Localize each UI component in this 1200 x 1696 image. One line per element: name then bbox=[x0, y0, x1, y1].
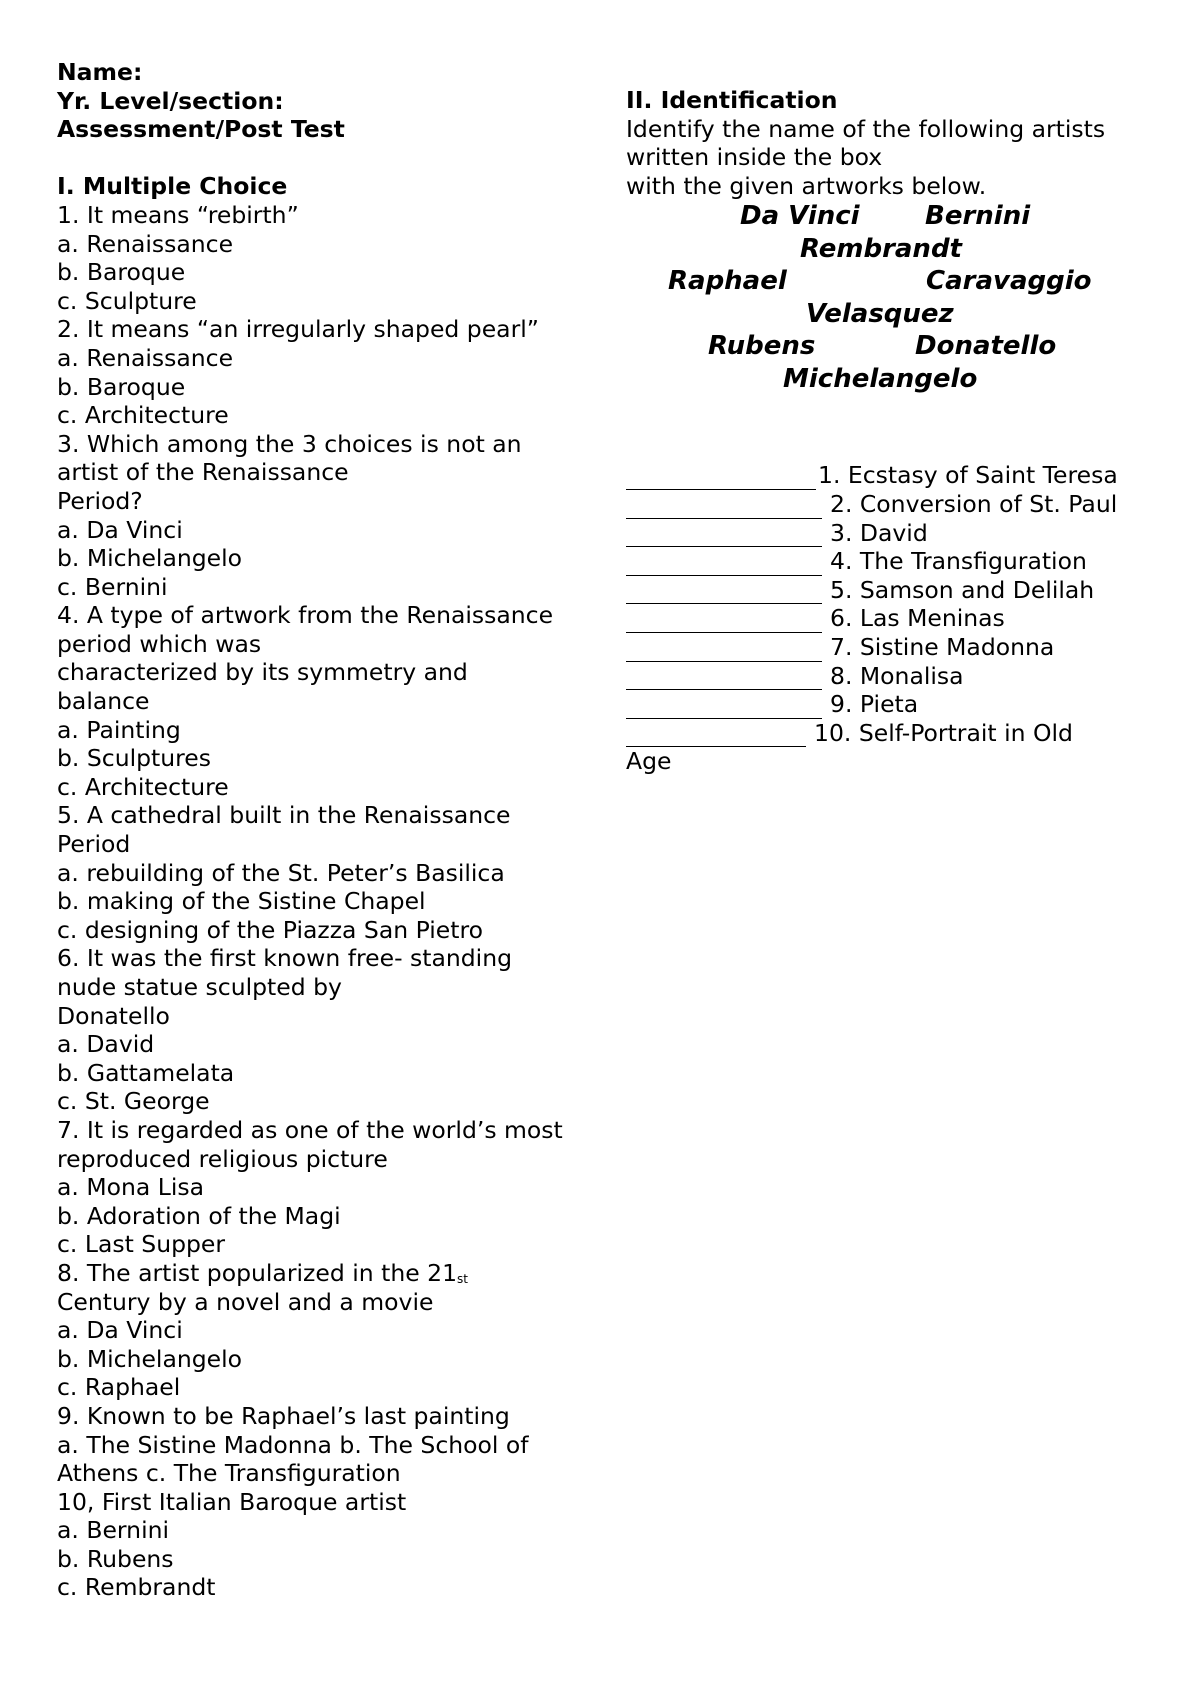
answer-blank-line[interactable] bbox=[626, 496, 822, 519]
question-line: period which was bbox=[57, 629, 262, 658]
multiple-choice-heading: I. Multiple Choice bbox=[57, 172, 288, 201]
artwork-title: 4. The Transfiguration bbox=[830, 547, 1087, 576]
artwork-title: 2. Conversion of St. Paul bbox=[830, 489, 1118, 518]
answer-blank-line[interactable] bbox=[626, 667, 822, 690]
question-line: a. Renaissance bbox=[57, 343, 234, 372]
artist-row bbox=[626, 363, 1166, 396]
artwork-title: 1. Ecstasy of Saint Teresa bbox=[818, 461, 1118, 490]
question-line: b. Michelangelo bbox=[57, 544, 243, 573]
multiple-choice-list-continued bbox=[57, 1288, 617, 1603]
name-label: Name: bbox=[57, 58, 143, 86]
question-line: a. Da Vinci bbox=[57, 1316, 183, 1345]
question-line: 1. It means “rebirth” bbox=[57, 200, 299, 229]
artist-name: Bernini bbox=[925, 201, 1031, 232]
question-8-superscript: st bbox=[457, 1271, 469, 1286]
question-line: a. Mona Lisa bbox=[57, 1173, 205, 1202]
question-line: 4. A type of artwork from the Renaissance bbox=[57, 601, 554, 630]
item-10-continuation: Age bbox=[626, 747, 672, 776]
question-line: nude statue sculpted by bbox=[57, 973, 342, 1001]
answer-blank-line[interactable] bbox=[626, 610, 822, 633]
question-line: a. David bbox=[57, 1030, 155, 1059]
test-title: Assessment/Post Test bbox=[57, 115, 345, 144]
left-column bbox=[57, 58, 617, 1602]
question-line: a. Painting bbox=[57, 715, 181, 744]
artwork-title: 5. Samson and Delilah bbox=[830, 575, 1095, 604]
artist-name-box bbox=[626, 200, 1166, 395]
artist-name: Rubens bbox=[708, 331, 816, 362]
right-column bbox=[626, 86, 1166, 776]
identification-item bbox=[626, 490, 1166, 519]
question-line: a. rebuilding of the St. Peter’s Basilica bbox=[57, 858, 505, 887]
identification-item bbox=[626, 519, 1166, 548]
multiple-choice-list bbox=[57, 201, 617, 1259]
identification-item bbox=[626, 633, 1166, 662]
artwork-title: 10. Self-Portrait in Old bbox=[814, 718, 1073, 747]
question-line: 6. It was the first known free- standing bbox=[57, 944, 513, 973]
question-line: c. Last Supper bbox=[57, 1230, 226, 1259]
artwork-title: 3. David bbox=[830, 518, 928, 547]
artwork-title: 6. Las Meninas bbox=[830, 604, 1005, 633]
artist-row bbox=[626, 265, 1166, 298]
artist-row bbox=[626, 298, 1166, 331]
artist-name: Da Vinci bbox=[740, 201, 860, 232]
question-line: b. Sculptures bbox=[57, 744, 211, 773]
question-line: c. St. George bbox=[57, 1087, 210, 1116]
instruction-line-2: written inside the box bbox=[626, 143, 883, 172]
question-line: b. making of the Sistine Chapel bbox=[57, 887, 426, 916]
artwork-title: 8. Monalisa bbox=[830, 661, 964, 690]
artist-name: Raphael bbox=[668, 266, 787, 297]
artist-name: Caravaggio bbox=[926, 266, 1092, 297]
question-line: reproduced religious picture bbox=[57, 1144, 388, 1173]
artist-row bbox=[626, 200, 1166, 233]
question-line: 2. It means “an irregularly shaped pearl” bbox=[57, 315, 539, 344]
artist-name: Velasquez bbox=[806, 298, 954, 329]
answer-blank-line[interactable] bbox=[626, 524, 822, 547]
identification-item bbox=[626, 719, 1166, 748]
question-line: 9. Known to be Raphael’s last painting bbox=[57, 1401, 510, 1430]
artist-name: Rembrandt bbox=[800, 233, 962, 264]
identification-item bbox=[626, 604, 1166, 633]
identification-item bbox=[626, 690, 1166, 719]
question-line: 7. It is regarded as one of the world’s most bbox=[57, 1115, 563, 1144]
instruction-line-3: with the given artworks below. bbox=[626, 171, 987, 200]
question-line: balance bbox=[57, 687, 150, 716]
question-line: Period? bbox=[57, 486, 143, 515]
question-line: b. Adoration of the Magi bbox=[57, 1201, 341, 1230]
question-line: 5. A cathedral built in the Renaissance bbox=[57, 801, 511, 830]
question-line: c. Rembrandt bbox=[57, 1573, 216, 1602]
question-line: a. The Sistine Madonna b. The School of bbox=[57, 1430, 529, 1459]
answer-blank-line[interactable] bbox=[626, 639, 822, 662]
answer-blank-line[interactable] bbox=[626, 467, 816, 490]
artwork-title: 7. Sistine Madonna bbox=[830, 632, 1055, 661]
answer-blank-line[interactable] bbox=[626, 696, 822, 719]
question-line: a. Renaissance bbox=[57, 229, 234, 258]
artist-name: Donatello bbox=[915, 331, 1057, 362]
identification-item bbox=[626, 662, 1166, 691]
question-line: c. designing of the Piazza San Pietro bbox=[57, 915, 483, 944]
question-line: c. Architecture bbox=[57, 401, 229, 430]
question-line: a. Bernini bbox=[57, 1516, 170, 1545]
artist-row bbox=[626, 233, 1166, 266]
artist-name: Michelangelo bbox=[783, 363, 978, 394]
question-line: b. Rubens bbox=[57, 1544, 174, 1573]
question-line: a. Da Vinci bbox=[57, 515, 183, 544]
answer-blank-line[interactable] bbox=[626, 553, 822, 576]
identification-item bbox=[626, 461, 1166, 490]
question-line: Athens c. The Transfiguration bbox=[57, 1459, 401, 1488]
instruction-line-1: Identify the name of the following artists bbox=[626, 114, 1106, 143]
identification-item bbox=[626, 547, 1166, 576]
question-line: Period bbox=[57, 830, 131, 859]
question-line: b. Michelangelo bbox=[57, 1344, 243, 1373]
question-line: b. Baroque bbox=[57, 372, 186, 401]
question-line: 10, First Italian Baroque artist bbox=[57, 1487, 407, 1516]
identification-list bbox=[626, 461, 1166, 747]
artwork-title: 9. Pieta bbox=[830, 690, 919, 719]
level-section-label: Yr. Level/section: bbox=[57, 86, 284, 115]
spacer bbox=[57, 144, 617, 173]
question-line: c. Bernini bbox=[57, 572, 168, 601]
question-line: b. Gattamelata bbox=[57, 1058, 235, 1087]
question-line: 3. Which among the 3 choices is not an bbox=[57, 429, 522, 458]
artist-row bbox=[626, 330, 1166, 363]
question-line: artist of the Renaissance bbox=[57, 458, 349, 487]
question-8-text: 8. The artist popularized in the 21 bbox=[57, 1258, 458, 1287]
question-line: characterized by its symmetry and bbox=[57, 658, 468, 687]
question-line: b. Baroque bbox=[57, 258, 186, 287]
question-8-line bbox=[57, 1259, 617, 1288]
question-line: c. Sculpture bbox=[57, 286, 197, 315]
identification-heading: II. Identification bbox=[626, 86, 838, 114]
answer-blank-line[interactable] bbox=[626, 724, 806, 747]
question-line: c. Raphael bbox=[57, 1373, 181, 1402]
answer-blank-line[interactable] bbox=[626, 581, 822, 604]
identification-item bbox=[626, 576, 1166, 605]
question-line: c. Architecture bbox=[57, 772, 229, 801]
question-line: Century by a novel and a movie bbox=[57, 1287, 434, 1316]
question-line: Donatello bbox=[57, 1001, 170, 1030]
